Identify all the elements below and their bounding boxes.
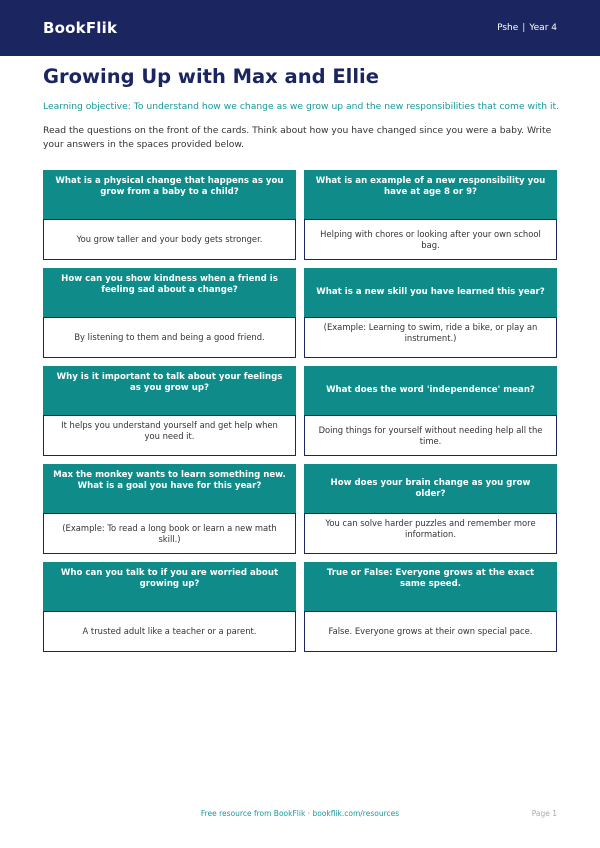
instructions: Read the questions on the front of the cards. Think about how you have changed since you were a baby. Write your answers in the spaces provided below.: [43, 125, 552, 150]
card-answer[interactable]: It helps you understand yourself and get help when you need it.: [43, 415, 296, 456]
card-answer[interactable]: You can solve harder puzzles and remember more information.: [304, 513, 557, 554]
card-answer[interactable]: You grow taller and your body gets stronger.: [43, 219, 296, 260]
learning-objective: Learning objective: To understand how we change as we grow up and the new responsibilities that come with it.: [43, 101, 560, 112]
meta-separator: |: [522, 23, 526, 33]
card-question: What does the word 'independence' mean?: [304, 366, 557, 415]
card-5: [43, 366, 296, 456]
card-question: What is a physical change that happens as you grow from a baby to a child?: [43, 170, 296, 219]
card-question: Why is it important to talk about your feelings as you grow up?: [43, 366, 296, 415]
subject-label: Pshe: [497, 23, 519, 33]
card-answer[interactable]: Helping with chores or looking after your own school bag.: [304, 219, 557, 260]
card-7: [43, 464, 296, 554]
footer-credit-link[interactable]: Free resource from BookFlik · bookflik.com/resources: [200, 809, 400, 818]
card-answer[interactable]: By listening to them and being a good friend.: [43, 317, 296, 358]
brand-logo[interactable]: BookFlik: [43, 19, 118, 37]
card-answer[interactable]: Doing things for yourself without needing help all the time.: [304, 415, 557, 456]
card-10: [304, 562, 557, 652]
page-title: Growing Up with Max and Ellie: [43, 65, 379, 88]
card-4: [304, 268, 557, 358]
subject-year: [497, 23, 557, 33]
card-answer[interactable]: A trusted adult like a teacher or a parent.: [43, 611, 296, 652]
card-question: How does your brain change as you grow older?: [304, 464, 557, 513]
card-2: [304, 170, 557, 260]
card-grid: [43, 170, 557, 652]
page-number: Page 1: [531, 809, 557, 818]
card-9: [43, 562, 296, 652]
card-question: How can you show kindness when a friend is feeling sad about a change?: [43, 268, 296, 317]
page-footer: [0, 807, 600, 821]
card-question: True or False: Everyone grows at the exact same speed.: [304, 562, 557, 611]
card-answer[interactable]: (Example: To read a long book or learn a new math skill.): [43, 513, 296, 554]
card-8: [304, 464, 557, 554]
card-answer[interactable]: (Example: Learning to swim, ride a bike, or play an instrument.): [304, 317, 557, 358]
page-header: [0, 0, 600, 56]
card-1: [43, 170, 296, 260]
card-6: [304, 366, 557, 456]
year-label: Year 4: [529, 23, 557, 33]
card-question: Max the monkey wants to learn something new. What is a goal you have for this year?: [43, 464, 296, 513]
card-question: Who can you talk to if you are worried about growing up?: [43, 562, 296, 611]
card-answer[interactable]: False. Everyone grows at their own special pace.: [304, 611, 557, 652]
card-question: What is a new skill you have learned this year?: [304, 268, 557, 317]
card-question: What is an example of a new responsibility you have at age 8 or 9?: [304, 170, 557, 219]
card-3: [43, 268, 296, 358]
